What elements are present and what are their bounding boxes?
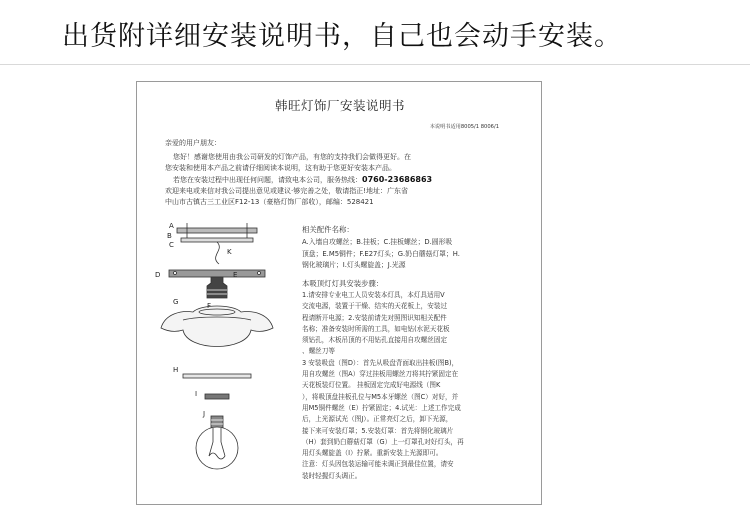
banner-divider [0, 64, 750, 65]
bulb-globe-shape [196, 427, 238, 469]
step-line: 名称；准备安装时所需的工具，如电钻(水泥天花板 [302, 324, 450, 333]
diagram-label-g: G [173, 298, 179, 306]
step-line: 用自攻螺丝（图A）穿过挂板用螺丝刀将其拧紧固定在 [302, 370, 459, 379]
document-subtitle: 本说明书适用8005/1 8006/1 [429, 124, 499, 130]
diagram-label-a: A [169, 222, 174, 230]
bulb-base-shape [211, 416, 223, 428]
wire-shape [216, 242, 220, 264]
step-line: ），将吸顶盘挂板孔位与M5本牙螺丝（图C）对好，并 [302, 392, 459, 401]
greeting: 亲爱的用户朋友： [165, 139, 221, 147]
step-line: 、螺丝刀等 [302, 347, 335, 356]
diagram-label-f: F [207, 302, 212, 310]
step-line: 3 安装吸盘（图D）：首先从吸盘背面取出挂板(图B)， [302, 358, 459, 367]
intro-line: 您安装和使用本产品之前请仔细阅读本说明，这有助于您更好安装本产品。 [165, 164, 396, 172]
cap-ring-shape [205, 394, 229, 399]
ceiling-plate-shape [177, 228, 257, 233]
socket-shape [207, 277, 227, 298]
intro-line-text: 若您在安装过程中出现任何问题，请致电本公司，服务热线： [173, 176, 362, 184]
glass-plate-shape [183, 374, 251, 378]
intro-line: 欢迎来电或来信对我公司提出意见或建议·够完善之处，敬请指正!地址：广东省 [165, 187, 409, 195]
step-line: 后，上光源试光（图J）。正常亮灯之后，卸下光源， [302, 415, 453, 424]
diagram-label-c: C [169, 241, 174, 249]
step-line: （H）套到奶白蘑菇灯罩（G）上一灯罩孔对好灯头，再 [302, 437, 464, 446]
step-line: 交流电源，装置于干燥、结实的天花板上，安装过 [302, 302, 448, 311]
intro-paragraph [165, 152, 525, 208]
step-line: 程请断开电源；2.安装前请先对照图识知相关配件 [302, 313, 447, 322]
step-line: 用灯头螺旋盖（I）拧紧。重新安装上光源即可。 [302, 449, 443, 458]
step-line: 注意：灯头因包装运输可能未调正到最佳位置，请安 [302, 460, 454, 469]
diagram-label-d: D [155, 271, 161, 279]
banner [0, 0, 750, 64]
installation-diagram [147, 220, 289, 500]
diagram-label-k: K [227, 248, 232, 256]
parts-heading: 相关配件名称： [302, 225, 354, 234]
instruction-sheet [136, 81, 542, 505]
step-line: 天花板装灯位置。 挂板固定完成好电源线（图K [302, 381, 441, 390]
bracket-shape [181, 238, 253, 242]
installation-steps [302, 290, 540, 482]
service-hotline: 0760-23686863 [362, 175, 433, 184]
diagram-label-h: H [173, 366, 179, 374]
document-title: 韩旺灯饰厂安装说明书 [274, 98, 405, 113]
parts-line: A.入墙自攻螺丝；B.挂板；C.挂板螺丝；D.圆形吸 [302, 238, 453, 246]
intro-line [165, 174, 525, 186]
diagram-label-e: E [233, 271, 238, 279]
banner-caption: 出货附详细安装说明书，自己也会动手安装。 [62, 21, 622, 52]
step-line: 须钻孔，木板吊顶的不用钻孔直接用自攻螺丝固定 [302, 336, 448, 345]
diagram-label-b: B [167, 232, 172, 240]
parts-list [302, 237, 537, 272]
intro-line: 中山市古镇古三工业区F12-13（豪格灯饰厂部收），邮编：528421 [165, 198, 374, 206]
steps-heading: 本吸顶灯灯具安装步骤： [302, 279, 384, 288]
canopy-shape [169, 270, 265, 277]
parts-line: 钢化玻璃片；I.灯头螺旋盖；J.光源 [302, 261, 406, 269]
step-line: 用M5铜件螺丝（E）拧紧固定；4.试光：上述工作完成 [302, 403, 461, 412]
intro-line: 您好！感谢您使用由我公司研发的灯饰产品，有您的支持我们会做得更好。在 [173, 153, 411, 161]
shade-shape [161, 306, 273, 347]
step-line: 1.请安排专业电工人员安装本灯具，本灯具适用V [302, 291, 445, 299]
diagram-label-j: J [203, 410, 206, 418]
step-line: 接下来可安装灯罩；5.安装灯罩：首先将钢化玻璃片 [302, 426, 454, 435]
parts-line: 顶盘；E.M5铜件；F.E27灯头；G.奶白蘑菇灯罩；H. [302, 249, 460, 258]
step-line: 装时轻握灯头调正。 [302, 471, 362, 480]
diagram-label-i: I [195, 390, 198, 398]
